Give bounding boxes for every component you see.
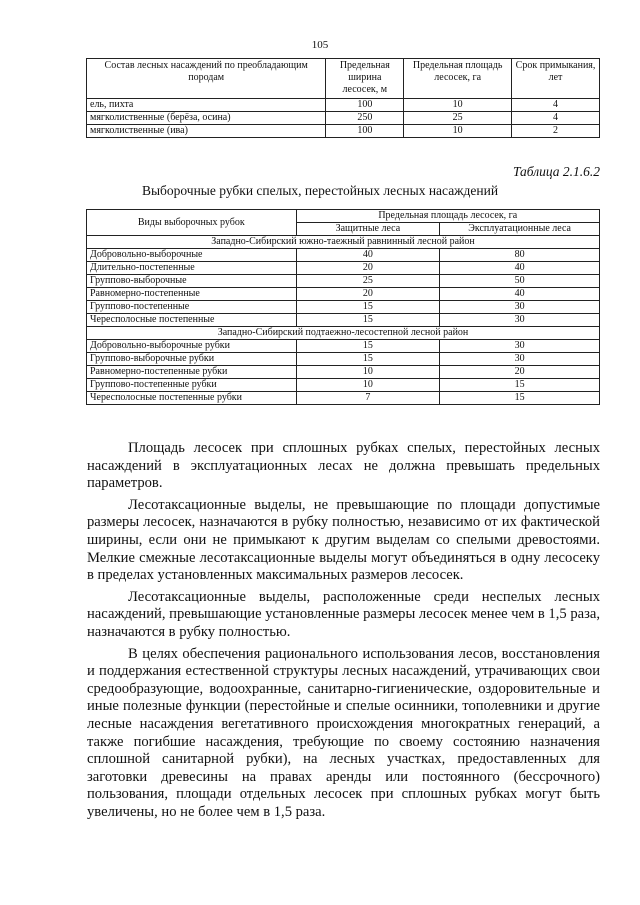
- selective-cutting-table: [86, 209, 600, 405]
- table-cell: 10: [296, 366, 440, 379]
- table-cell: 10: [296, 379, 440, 392]
- paragraph: В целях обеспечения рационального использования лесов, восстановления и поддержания естественной структуры лесных насаждений, утрачивающих свои средообразующие, водоохранные, санитарно-гигиенические, оздоровительные и иные полезные функции (перестойные и спелые осинники, тополевники и другие лесные насаждения вегетативного происхождения многократных генераций, а также погибшие насаждения, требующие по своему состоянию назначения сплошной санитарной рубки), на лесных участках, предоставленных для заготовки древесины на правах аренды или постоянного (бессрочного) пользования, площади отдельных лесосек при сплошных рубках могут быть увеличены, но не более чем в 1,5 раза.: [87, 645, 600, 820]
- table-row: [87, 366, 600, 379]
- table-row: [87, 353, 600, 366]
- table-cell: Добровольно-выборочные: [87, 249, 297, 262]
- table-row: [87, 340, 600, 353]
- table-cell: Группово-выборочные рубки: [87, 353, 297, 366]
- table-row: [87, 99, 600, 112]
- region-row: [87, 236, 600, 249]
- table-caption: Таблица 2.1.6.2: [512, 164, 600, 179]
- table-cell: 30: [440, 314, 600, 327]
- table-row: [87, 392, 600, 405]
- table-row: [87, 301, 600, 314]
- table-cell: 15: [296, 301, 440, 314]
- region-row: [87, 327, 600, 340]
- table-cell: 4: [512, 99, 600, 112]
- table-row: [87, 262, 600, 275]
- table-row: [87, 249, 600, 262]
- table-cell: ель, пихта: [87, 99, 326, 112]
- table-row: [87, 275, 600, 288]
- table-cell: Равномерно-постепенные рубки: [87, 366, 297, 379]
- paragraph: Лесотаксационные выделы, не превышающие по площади допустимые размеры лесосек, назначаются в рубку полностью, независимо от их фактической ширины, если они не примыкают к другим выделам со спелыми древостоями. Мелкие смежные лесотаксационные выделы могут объединяться в одну лесосеку в пределах установленных максимальных размеров лесосек.: [87, 496, 600, 584]
- table-cell: 40: [296, 249, 440, 262]
- table-cell: 80: [440, 249, 600, 262]
- table-cell: 15: [440, 379, 600, 392]
- table-cell: 4: [512, 112, 600, 125]
- table-row: [87, 112, 600, 125]
- table-cell: мягколиственные (берёза, осина): [87, 112, 326, 125]
- column-header-width: Предельная ширина лесосек, м: [326, 59, 404, 99]
- table-cell: 15: [440, 392, 600, 405]
- page-number: 105: [311, 39, 329, 51]
- table-cell: 10: [404, 125, 512, 138]
- table-cell: 10: [404, 99, 512, 112]
- table-cell: 40: [440, 262, 600, 275]
- table-cell: Добровольно-выборочные рубки: [87, 340, 297, 353]
- table-title: Выборочные рубки спелых, перестойных лесных насаждений: [141, 183, 499, 198]
- table-cell: 25: [296, 275, 440, 288]
- table-cell: 15: [296, 314, 440, 327]
- table-row: [87, 379, 600, 392]
- column-header-exploitation: Эксплуатационные леса: [440, 223, 600, 236]
- table-row: [87, 288, 600, 301]
- column-header-area: Предельная площадь лесосек, га: [404, 59, 512, 99]
- table-cell: Равномерно-постепенные: [87, 288, 297, 301]
- table-cell: 50: [440, 275, 600, 288]
- paragraph: Лесотаксационные выделы, расположенные среди неспелых лесных насаждений, превышающие установленные размеры лесосек менее чем в 1,5 раза, назначаются в рубку полностью.: [87, 588, 600, 640]
- cutting-area-limits-table: [86, 58, 600, 138]
- body-text: [87, 440, 600, 825]
- table-header-row: [87, 210, 600, 223]
- table-cell: Чересполосные постепенные: [87, 314, 297, 327]
- table-cell: 2: [512, 125, 600, 138]
- paragraph: Площадь лесосек при сплошных рубках спелых, перестойных лесных насаждений в эксплуатационных лесах не должна превышать предельных параметров.: [87, 440, 600, 492]
- table-row: [87, 125, 600, 138]
- table-cell: Группово-выборочные: [87, 275, 297, 288]
- table-row: [87, 314, 600, 327]
- region-name: Западно-Сибирский южно-таежный равнинный лесной район: [87, 236, 600, 249]
- table-cell: 15: [296, 340, 440, 353]
- table-cell: Группово-постепенные рубки: [87, 379, 297, 392]
- table-cell: 40: [440, 288, 600, 301]
- table-header-row: [87, 59, 600, 99]
- column-header-area-limit: Предельная площадь лесосек, га: [296, 210, 599, 223]
- table-cell: мягколиственные (ива): [87, 125, 326, 138]
- column-header-species: Состав лесных насаждений по преобладающим породам: [87, 59, 326, 99]
- column-header-protective: Защитные леса: [296, 223, 440, 236]
- table-cell: Группово-постепенные: [87, 301, 297, 314]
- table-cell: 30: [440, 353, 600, 366]
- table-cell: 20: [440, 366, 600, 379]
- table-cell: 30: [440, 340, 600, 353]
- table-cell: 250: [326, 112, 404, 125]
- table-cell: 20: [296, 262, 440, 275]
- table-cell: 20: [296, 288, 440, 301]
- table-cell: 15: [296, 353, 440, 366]
- table-cell: 100: [326, 125, 404, 138]
- region-name: Западно-Сибирский подтаежно-лесостепной лесной район: [87, 327, 600, 340]
- column-header-cutting-type: Виды выборочных рубок: [87, 210, 297, 236]
- table-cell: 7: [296, 392, 440, 405]
- table-cell: Длительно-постепенные: [87, 262, 297, 275]
- table-cell: 30: [440, 301, 600, 314]
- table-cell: 25: [404, 112, 512, 125]
- table-cell: Чересполосные постепенные рубки: [87, 392, 297, 405]
- table-cell: 100: [326, 99, 404, 112]
- column-header-adjacency: Срок примыкания, лет: [512, 59, 600, 99]
